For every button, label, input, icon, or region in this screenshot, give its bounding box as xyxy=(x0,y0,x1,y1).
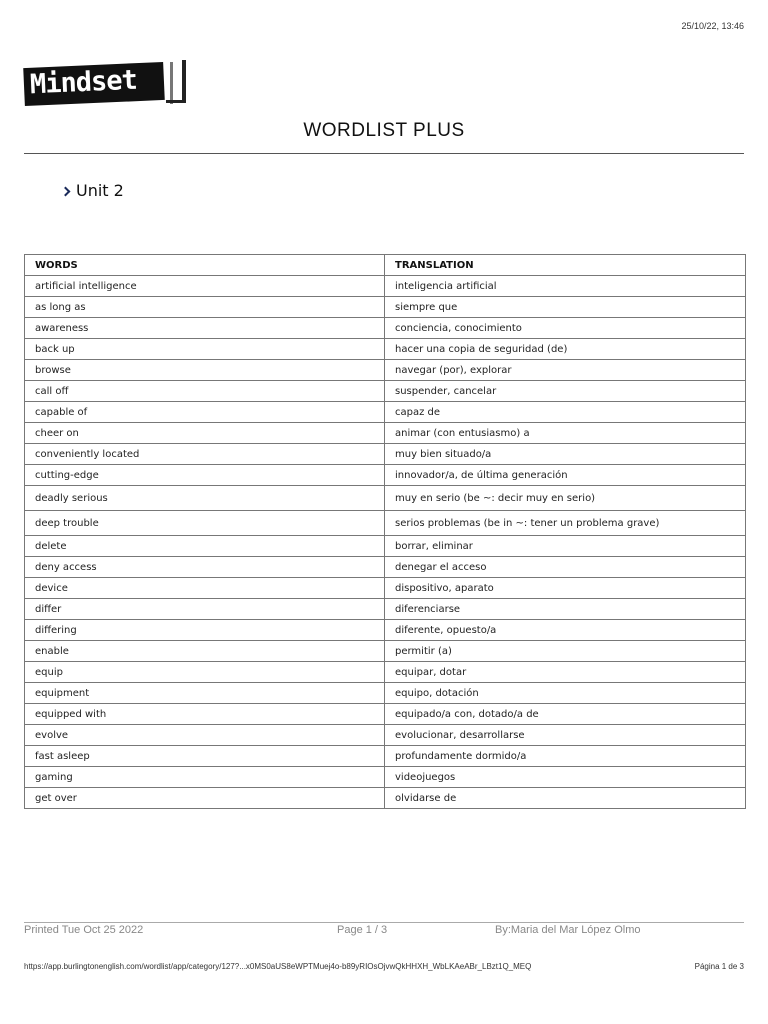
unit-heading[interactable] xyxy=(62,181,124,200)
table-row xyxy=(25,788,746,809)
word-cell: deep trouble xyxy=(25,511,385,536)
footer-divider xyxy=(24,922,744,923)
translation-cell: muy en serio (be ~: decir muy en serio) xyxy=(385,486,746,511)
table-row xyxy=(25,402,746,423)
print-datetime: 25/10/22, 13:46 xyxy=(681,21,744,31)
translation-cell: conciencia, conocimiento xyxy=(385,318,746,339)
translation-cell: hacer una copia de seguridad (de) xyxy=(385,339,746,360)
table-row xyxy=(25,276,746,297)
print-url: https://app.burlingtonenglish.com/wordlist/app/category/127?...x0MS0aUS8eWPTMuej4o-b89yRIOsOjvwQkHHXH_WbLKAeABr_LBzt1Q_MEQ xyxy=(24,962,532,971)
word-cell: artificial intelligence xyxy=(25,276,385,297)
translation-cell: serios problemas (be in ~: tener un problema grave) xyxy=(385,511,746,536)
word-cell: get over xyxy=(25,788,385,809)
translation-cell: profundamente dormido/a xyxy=(385,746,746,767)
translation-cell: borrar, eliminar xyxy=(385,536,746,557)
footer-author: By:Maria del Mar López Olmo xyxy=(495,924,641,936)
translation-cell: innovador/a, de última generación xyxy=(385,465,746,486)
translation-cell: muy bien situado/a xyxy=(385,444,746,465)
translation-cell: diferenciarse xyxy=(385,599,746,620)
table-row xyxy=(25,297,746,318)
page-title: WORDLIST PLUS xyxy=(303,120,465,141)
word-cell: back up xyxy=(25,339,385,360)
translation-cell: diferente, opuesto/a xyxy=(385,620,746,641)
word-cell: cheer on xyxy=(25,423,385,444)
table-row xyxy=(25,599,746,620)
table-row xyxy=(25,662,746,683)
word-cell: differing xyxy=(25,620,385,641)
footer-printed-date: Printed Tue Oct 25 2022 xyxy=(24,924,144,936)
word-cell: browse xyxy=(25,360,385,381)
table-header-row xyxy=(25,255,746,276)
logo-text: Mindset xyxy=(29,64,138,101)
mindset-logo xyxy=(24,62,184,108)
logo-number-frame xyxy=(166,60,186,103)
chevron-right-icon xyxy=(61,186,71,196)
word-cell: deny access xyxy=(25,557,385,578)
translation-cell: inteligencia artificial xyxy=(385,276,746,297)
footer-page-number: Page 1 / 3 xyxy=(337,924,388,936)
word-cell: call off xyxy=(25,381,385,402)
table-row xyxy=(25,641,746,662)
table-row xyxy=(25,465,746,486)
print-page-of: Página 1 de 3 xyxy=(694,962,744,971)
word-cell: conveniently located xyxy=(25,444,385,465)
word-cell: equipment xyxy=(25,683,385,704)
translation-cell: denegar el acceso xyxy=(385,557,746,578)
title-divider xyxy=(24,153,744,154)
word-cell: differ xyxy=(25,599,385,620)
translation-cell: capaz de xyxy=(385,402,746,423)
word-cell: awareness xyxy=(25,318,385,339)
table-row xyxy=(25,683,746,704)
word-cell: equip xyxy=(25,662,385,683)
column-header-words: WORDS xyxy=(25,255,385,276)
translation-cell: equipado/a con, dotado/a de xyxy=(385,704,746,725)
translation-cell: dispositivo, aparato xyxy=(385,578,746,599)
page-footer xyxy=(24,924,744,938)
table-row xyxy=(25,444,746,465)
table-row xyxy=(25,360,746,381)
table-row xyxy=(25,557,746,578)
table-row xyxy=(25,767,746,788)
translation-cell: equipo, dotación xyxy=(385,683,746,704)
translation-cell: suspender, cancelar xyxy=(385,381,746,402)
wordlist-table xyxy=(24,254,746,809)
table-body xyxy=(25,276,746,809)
translation-cell: evolucionar, desarrollarse xyxy=(385,725,746,746)
word-cell: as long as xyxy=(25,297,385,318)
translation-cell: permitir (a) xyxy=(385,641,746,662)
word-cell: capable of xyxy=(25,402,385,423)
translation-cell: navegar (por), explorar xyxy=(385,360,746,381)
translation-cell: siempre que xyxy=(385,297,746,318)
table-row xyxy=(25,620,746,641)
word-cell: delete xyxy=(25,536,385,557)
word-cell: enable xyxy=(25,641,385,662)
word-cell: gaming xyxy=(25,767,385,788)
translation-cell: videojuegos xyxy=(385,767,746,788)
table-row xyxy=(25,578,746,599)
word-cell: cutting-edge xyxy=(25,465,385,486)
table-row xyxy=(25,381,746,402)
table-row xyxy=(25,725,746,746)
word-cell: device xyxy=(25,578,385,599)
table-row xyxy=(25,746,746,767)
table-row xyxy=(25,486,746,511)
translation-cell: olvidarse de xyxy=(385,788,746,809)
table-row xyxy=(25,511,746,536)
table-row xyxy=(25,704,746,725)
table-row xyxy=(25,536,746,557)
word-cell: equipped with xyxy=(25,704,385,725)
table-row xyxy=(25,318,746,339)
column-header-translation: TRANSLATION xyxy=(385,255,746,276)
translation-cell: equipar, dotar xyxy=(385,662,746,683)
word-cell: deadly serious xyxy=(25,486,385,511)
translation-cell: animar (con entusiasmo) a xyxy=(385,423,746,444)
print-footer xyxy=(24,962,744,974)
table-row xyxy=(25,423,746,444)
unit-label: Unit 2 xyxy=(76,181,124,200)
word-cell: fast asleep xyxy=(25,746,385,767)
word-cell: evolve xyxy=(25,725,385,746)
table-row xyxy=(25,339,746,360)
